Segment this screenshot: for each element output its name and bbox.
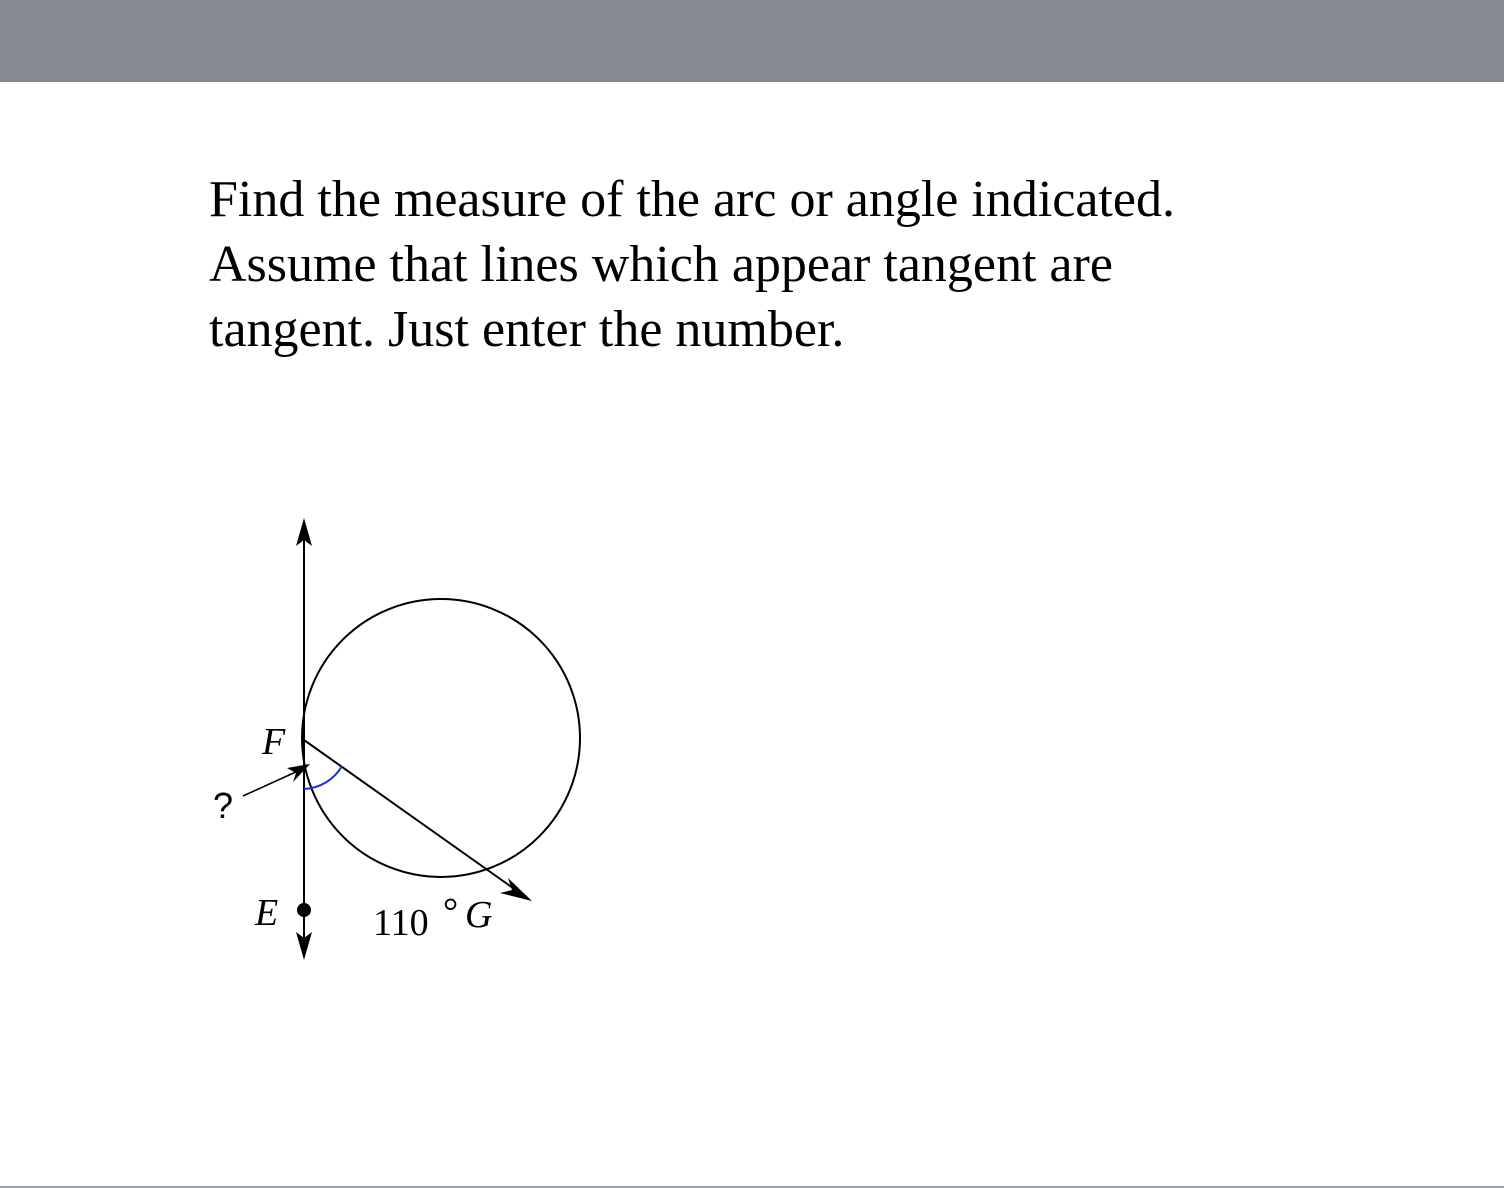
unknown-angle-label: ?	[213, 785, 234, 826]
question-line-1: Find the measure of the arc or angle indicated.	[209, 171, 1175, 228]
point-g-label: G	[465, 894, 493, 936]
secant-line	[304, 740, 520, 893]
arc-measure-label: 110	[373, 902, 429, 944]
point-e-label: E	[255, 892, 279, 934]
point-e-dot	[297, 903, 311, 917]
degree-symbol: °	[443, 891, 459, 933]
point-f-label: F	[262, 721, 286, 763]
question-line-3: tangent. Just enter the number.	[209, 301, 845, 358]
pointer-line	[243, 771, 298, 796]
circle	[302, 599, 580, 877]
question-line-2: Assume that lines which appear tangent are	[209, 236, 1113, 293]
